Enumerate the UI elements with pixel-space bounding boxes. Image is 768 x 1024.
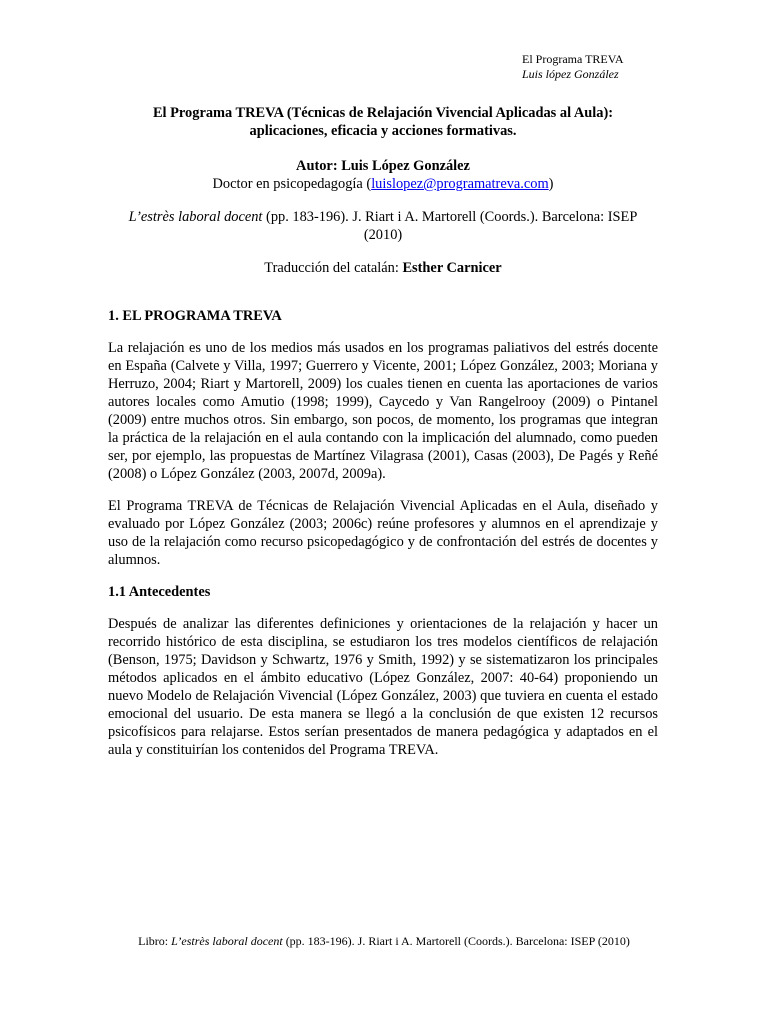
document-title (108, 104, 658, 140)
author-line: Autor: Luis López González (296, 158, 470, 174)
translation-credit (108, 259, 658, 277)
source-book-title: L’estrès laboral docent (128, 209, 263, 225)
section-1-paragraph-1: La relajación es uno de los medios más usados en los programas paliativos del estrés docente en España (Calvete y Villa, 1997; Guerrero y Vicente, 2001; López González, 2003; Moriana y Herruzo, 2004; Riart y Martorell, 2009) los cuales tienen en cuenta las aportaciones de varios autores locales como Amutio (1998; 1999), Caycedo y Van Rangelrooy (2009) o Pintanel (2009) entre muchos otros. Sin embargo, son pocos, de momento, los programas que integran la práctica de la relajación en el aula contando con la implicación del alumnado, como pueden ser, por ejemplo, las propuestas de Martínez Vilagrasa (2001), Casas (2003), De Pagés y Reñé (2008) o López González (2003, 2007d, 2009a). (108, 340, 658, 482)
document-page (108, 104, 658, 773)
degree-suffix: ) (548, 176, 554, 192)
section-1-1-heading: 1.1 Antecedentes (108, 584, 211, 600)
running-head-title: El Programa TREVA (522, 52, 624, 66)
footer-details: (pp. 183-196). J. Riart i A. Martorell (Coords.). Barcelona: ISEP (2010) (282, 934, 630, 948)
author-degree (108, 175, 658, 193)
email-link[interactable]: luislopez@programatreva.com (371, 176, 549, 192)
footer-book-title: L’estrès laboral docent (171, 934, 283, 948)
section-1-heading: 1. EL PROGRAMA TREVA (108, 308, 282, 324)
translation-prefix: Traducción del catalán: (264, 260, 403, 276)
section-1-paragraph-2: El Programa TREVA de Técnicas de Relajación Vivencial Aplicadas en el Aula, diseñado y evaluado por López González (2003; 2006c) reúne profesores y alumnos en el aprendizaje y uso de la relajación como recurso psicopedagógico y de confrontación del estrés de docentes y alumnos. (108, 498, 658, 568)
source-citation (108, 208, 658, 244)
translator-name: Esther Carnicer (402, 260, 502, 276)
source-details: (pp. 183-196). J. Riart i A. Martorell (Coords.). Barcelona: ISEP (2010) (262, 209, 638, 243)
running-head (522, 52, 624, 82)
section-1-1-paragraph: Después de analizar las diferentes definiciones y orientaciones de la relajación y hacer un recorrido histórico de esta disciplina, se estudiaron los tres modelos científicos de relajación (Benson, 1975; Davidson y Schwartz, 1976 y Smith, 1992) y se sistematizaron los principales métodos aplicados en el ámbito educativo (López González, 2007: 40-64) proponiendo un nuevo Modelo de Relajación Vivencial (López González, 2003) que tuviera en cuenta el estado emocional del usuario. De esta manera se llegó a la conclusión de que existen 12 recursos psicofísicos para relajarse. Estos serían presentados de manera pedagógica y adaptados en el aula y constituirían los contenidos del Programa TREVA. (108, 616, 658, 758)
page-footer (0, 934, 768, 949)
degree-prefix: Doctor en psicopedagogía ( (212, 176, 372, 192)
footer-prefix: Libro: (138, 934, 172, 948)
running-head-author: Luis lópez González (522, 67, 619, 81)
title-line-1: El Programa TREVA (Técnicas de Relajación Vivencial Aplicadas al Aula): (152, 105, 614, 121)
title-line-2: aplicaciones, eficacia y acciones formativas. (249, 123, 517, 139)
